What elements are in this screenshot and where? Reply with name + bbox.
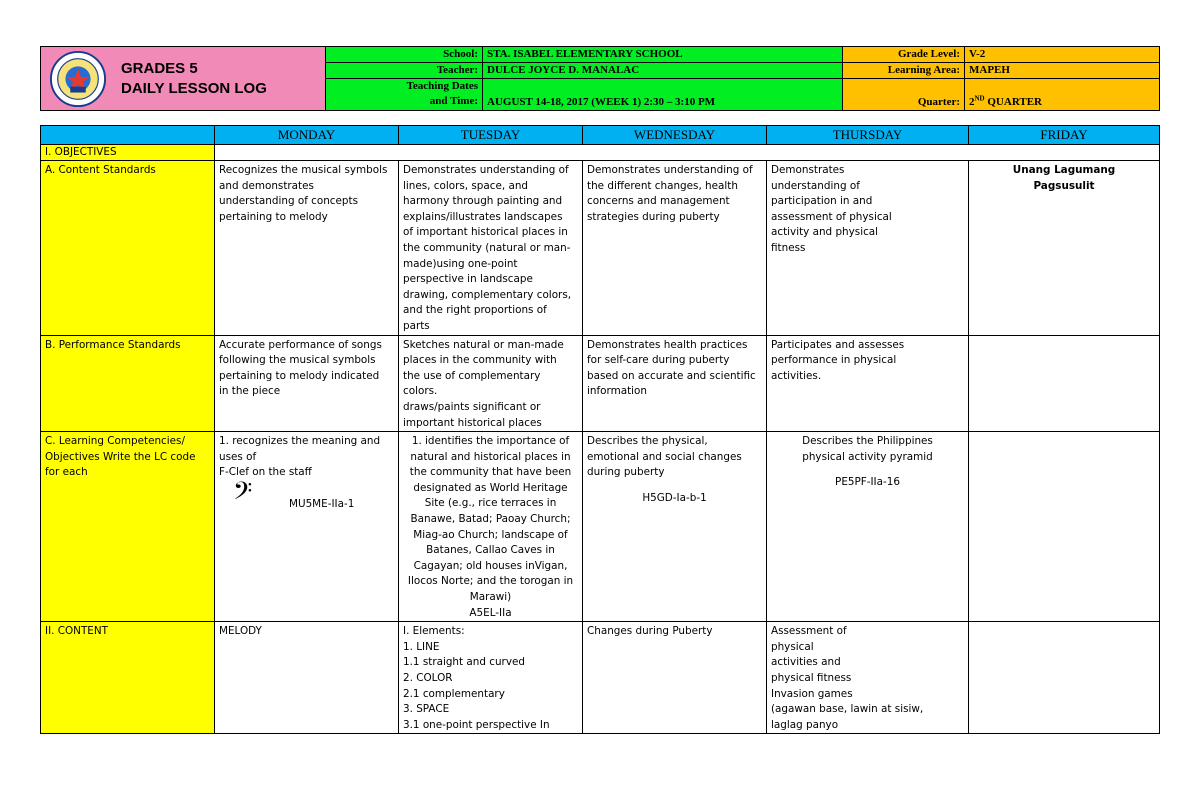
content-thursday (767, 622, 969, 734)
content-standards-tuesday (399, 161, 583, 336)
day-header-thursday: THURSDAY (767, 126, 969, 145)
text-line: 1. identifies the importance of (411, 435, 570, 448)
text-line: Participates and assesses (771, 338, 905, 351)
competencies-monday-code: MU5ME-IIa-1 (289, 497, 355, 510)
text-line: Demonstrates (771, 164, 845, 176)
text-line: 3. SPACE (403, 703, 450, 716)
text-line: 2.1 complementary (403, 687, 505, 700)
text-line: activity and physical (771, 226, 879, 239)
text-line: Miag-ao Church; landscape of (413, 528, 568, 541)
text-line: 1.1 straight and curved (403, 656, 525, 669)
text-line: uses of (219, 450, 257, 463)
text-line: pertaining to melody indicated (219, 369, 380, 382)
text-line: Sketches natural or man-made (403, 338, 564, 351)
text-line: assessment of physical (771, 210, 892, 223)
competencies-tuesday (399, 432, 583, 622)
performance-standards-label: B. Performance Standards (41, 335, 215, 432)
text-line: based on accurate and scientific (587, 369, 756, 382)
competencies-wednesday-text (587, 434, 762, 481)
text-line: Changes during Puberty (587, 625, 713, 638)
grade-value: V-2 (965, 47, 1160, 63)
text-line: 1. recognizes the meaning and (219, 435, 381, 448)
text-line: activities and (771, 656, 841, 669)
text-line: important historical places (403, 416, 542, 429)
text-line: Demonstrates health practices (587, 338, 748, 351)
text-line: harmony through painting and (403, 195, 563, 208)
content-standards-friday (969, 161, 1160, 336)
objectives-label: I. OBJECTIVES (41, 145, 215, 161)
competencies-wednesday (583, 432, 767, 622)
text-line: places in the community with (403, 354, 557, 367)
text-line: the use of complementary (403, 369, 541, 382)
text-line: Batanes, Callao Caves in (426, 544, 555, 557)
text-line: I. Elements: (403, 625, 465, 638)
text-line: C. Learning Competencies/ (45, 435, 185, 448)
objectives-row (215, 145, 1160, 161)
text-line: (agawan base, lawin at sisiw, (771, 703, 924, 716)
competencies-wednesday-code: H5GD-Ia-b-1 (642, 491, 707, 504)
text-line: in the piece (219, 385, 281, 398)
text-line: Pagsusulit (1033, 179, 1095, 192)
content-standards-monday (215, 161, 399, 336)
day-header-wednesday: WEDNESDAY (583, 126, 767, 145)
content-friday (969, 622, 1160, 734)
text-line: performance in physical (771, 354, 897, 367)
text-line: strategies during puberty (587, 210, 720, 223)
text-line: 1. LINE (403, 640, 440, 653)
text-line: for self-care during puberty (587, 354, 730, 367)
teacher-label: Teacher: (326, 63, 483, 79)
dates-value: AUGUST 14-18, 2017 (WEEK 1) 2:30 – 3:10 PM (483, 79, 843, 111)
text-line: Marawi) (469, 591, 512, 604)
text-line: Ilocos Norte; and the torogan in (407, 575, 574, 588)
text-line: perspective in landscape (403, 273, 533, 286)
content-monday (215, 622, 399, 734)
content-standards-thursday (767, 161, 969, 336)
competencies-label (41, 432, 215, 622)
performance-standards-thursday (767, 335, 969, 432)
text-line: following the musical symbols (219, 354, 376, 367)
text-line: Banawe, Batad; Paoay Church; (410, 513, 571, 526)
text-line: during puberty (587, 466, 665, 479)
text-line: laglag panyo (771, 718, 839, 731)
text-line: physical activity pyramid (802, 450, 933, 463)
text-line: of important historical places in (403, 226, 568, 239)
content-tuesday (399, 622, 583, 734)
quarter-text: QUARTER (984, 96, 1042, 108)
text-line: Demonstrates understanding of (403, 164, 569, 176)
corner-header-cell (41, 126, 215, 145)
text-line: Invasion games (771, 687, 853, 700)
content-wednesday (583, 622, 767, 734)
text-line: designated as World Heritage (413, 481, 568, 494)
text-line: Site (e.g., rice terraces in (424, 497, 557, 510)
day-header-tuesday: TUESDAY (399, 126, 583, 145)
text-line: Unang Lagumang (1012, 164, 1116, 176)
text-line: A5EL-IIa (469, 606, 512, 619)
performance-standards-monday (215, 335, 399, 432)
competencies-thursday-text (771, 434, 964, 465)
text-line: lines, colors, space, and (403, 179, 529, 192)
dates-label-line-2: and Time: (429, 95, 478, 107)
text-line: Assessment of (771, 625, 847, 638)
text-line: participation in and (771, 195, 873, 208)
title-line-1: GRADES 5 (121, 59, 198, 77)
quarter-number: 2 (969, 96, 975, 108)
competencies-monday (215, 432, 399, 622)
text-line: and the right proportions of (403, 304, 547, 317)
text-line: drawing, complementary colors, (403, 288, 572, 301)
lesson-log-table (40, 125, 1160, 734)
competencies-thursday (767, 432, 969, 622)
text-line: Demonstrates understanding of (587, 164, 753, 176)
competencies-thursday-code: PE5PF-IIa-16 (835, 476, 900, 489)
text-line: Recognizes the musical symbols (219, 164, 388, 176)
text-line: fitness (771, 241, 806, 254)
day-header-monday: MONDAY (215, 126, 399, 145)
text-line: information (587, 385, 647, 398)
area-value: MAPEH (965, 63, 1160, 79)
text-line: explains/illustrates landscapes (403, 210, 563, 223)
text-line: the different changes, health (587, 179, 738, 192)
text-line: draws/paints significant or (403, 400, 541, 413)
text-line: Objectives Write the LC code (45, 450, 196, 463)
text-line: the community (natural or man- (403, 241, 571, 254)
text-line: parts (403, 319, 430, 332)
dates-label (326, 79, 483, 111)
content-label: II. CONTENT (41, 622, 215, 734)
text-line: emotional and social changes (587, 450, 742, 463)
text-line: 2. COLOR (403, 672, 453, 684)
teacher-value: DULCE JOYCE D. MANALAC (483, 63, 843, 79)
text-line: concerns and management (587, 195, 730, 208)
text-line: Accurate performance of songs (219, 338, 382, 351)
text-line: MELODY (219, 625, 262, 638)
text-line: natural and historical places in (410, 450, 571, 463)
text-line: physical (771, 640, 814, 653)
text-line: 3.1 one-point perspective In (403, 718, 550, 731)
text-line: Describes the Philippines (802, 435, 933, 448)
quarter-suffix: ND (974, 94, 985, 103)
text-line: and demonstrates (219, 179, 314, 192)
title-line-2: DAILY LESSON LOG (121, 79, 267, 97)
text-line: colors. (403, 385, 438, 398)
quarter-label: Quarter: (843, 79, 965, 111)
text-line: for each (45, 466, 88, 479)
grade-label: Grade Level: (843, 47, 965, 63)
deped-seal-logo (49, 50, 107, 108)
text-line: made)using one-point (403, 257, 518, 270)
content-standards-wednesday (583, 161, 767, 336)
performance-standards-tuesday (399, 335, 583, 432)
performance-standards-wednesday (583, 335, 767, 432)
text-line: understanding of (771, 179, 860, 192)
competencies-friday (969, 432, 1160, 622)
header-table (40, 46, 1160, 111)
text-line: physical fitness (771, 672, 852, 684)
dates-label-line-1: Teaching Dates (406, 80, 478, 92)
day-header-friday: FRIDAY (969, 126, 1160, 145)
competencies-monday-text (219, 434, 394, 481)
text-line: Cagayan; old houses inVigan, (413, 559, 568, 572)
title-block (41, 47, 326, 111)
text-line: understanding of concepts (219, 195, 359, 208)
text-line: F-Clef on the staff (219, 466, 312, 479)
text-line: pertaining to melody (219, 210, 328, 223)
content-standards-label: A. Content Standards (41, 161, 215, 336)
text-line: Describes the physical, (587, 435, 708, 448)
performance-standards-friday (969, 335, 1160, 432)
text-line: the community that have been (409, 466, 572, 479)
school-value: STA. ISABEL ELEMENTARY SCHOOL (483, 47, 843, 63)
area-label: Learning Area: (843, 63, 965, 79)
text-line: activities. (771, 369, 822, 382)
school-label: School: (326, 47, 483, 63)
f-clef-icon: 𝄢 (233, 476, 253, 512)
quarter-value (965, 79, 1160, 111)
